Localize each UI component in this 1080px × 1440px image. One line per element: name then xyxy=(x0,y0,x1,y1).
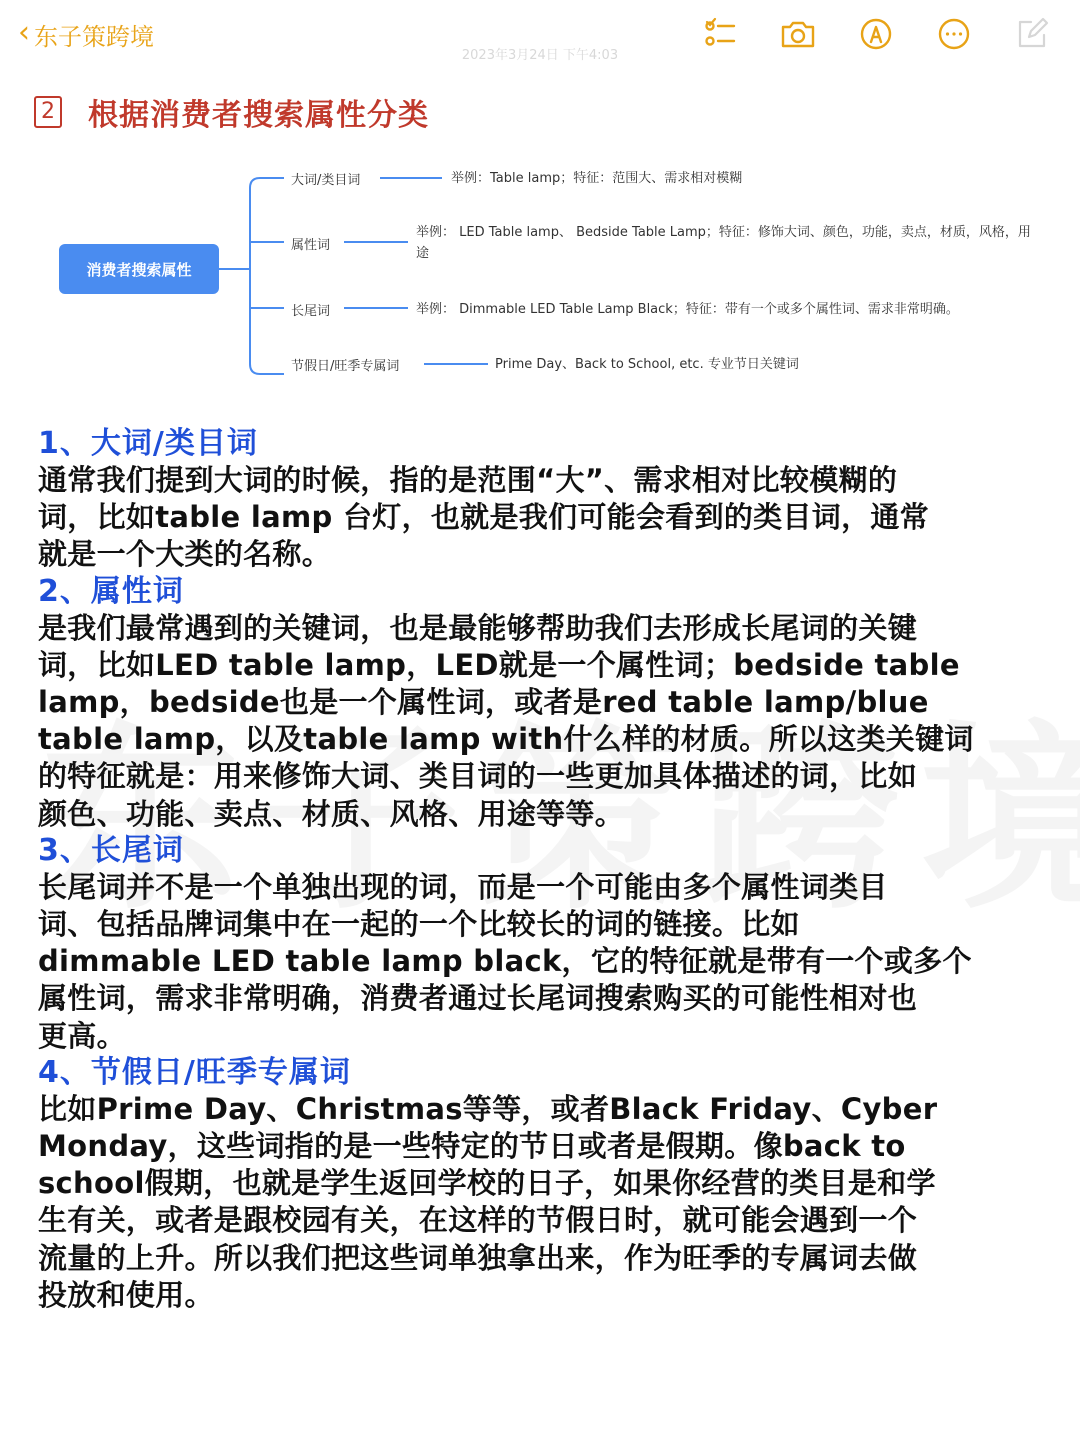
paragraph-line: 属性词，需求非常明确，消费者通过长尾词搜索购买的可能性相对也 xyxy=(38,981,918,1016)
sub-heading-attribute-words: 2、属性词 xyxy=(38,573,184,609)
paragraph-line: 词、包括品牌词集中在一起的一个比较长的词的链接。比如 xyxy=(38,907,800,942)
mind-map-root: 消费者搜索属性 xyxy=(59,244,219,294)
paragraph-line: 就是一个大类的名称。 xyxy=(38,537,332,572)
branch-desc-long-tail: 举例： Dimmable LED Table Lamp Black；特征：带有一个或多个属性词、需求非常明确。 xyxy=(416,302,959,317)
back-label: 东子策跨境 xyxy=(34,22,154,51)
paragraph-line: 投放和使用。 xyxy=(38,1277,214,1312)
branch-label-category: 大词/类目词 xyxy=(291,173,361,188)
sub-heading-holiday-words: 4、节假日/旺季专属词 xyxy=(38,1054,351,1090)
article-section-3 xyxy=(38,833,1048,1055)
paragraph-line: lamp，bedside也是一个属性词，或者是red table lamp/blue xyxy=(38,685,929,720)
paragraph-line: 长尾词并不是一个单独出现的词，而是一个可能由多个属性词类目 xyxy=(38,869,888,904)
paragraph-line: 是我们最常遇到的关键词，也是最能够帮助我们去形成长尾词的关键 xyxy=(38,610,918,645)
paragraph-line: Monday，这些词指的是一些特定的节日或者是假期。像back to xyxy=(38,1129,906,1164)
paragraph-line: table lamp，以及table lamp with什么样的材质。所以这类关键词 xyxy=(38,722,974,757)
markup-icon[interactable] xyxy=(856,14,896,54)
article-body xyxy=(38,426,1048,1314)
article-section-4 xyxy=(38,1055,1048,1314)
paragraph-line: 通常我们提到大词的时候，指的是范围“大”、需求相对比较模糊的 xyxy=(38,463,898,497)
paragraph-line: 词，比如table lamp 台灯，也就是我们可能会看到的类目词，通常 xyxy=(38,500,929,535)
paragraph-line: 比如Prime Day、Christmas等等，或者Black Friday、Cyber xyxy=(38,1091,938,1126)
compose-icon[interactable] xyxy=(1012,14,1052,54)
article-section-2 xyxy=(38,574,1048,833)
chevron-left-icon: ‹ xyxy=(18,15,30,50)
branch-label-long-tail: 长尾词 xyxy=(291,304,331,319)
more-icon[interactable] xyxy=(934,14,974,54)
camera-icon[interactable] xyxy=(778,14,818,54)
branch-label-holiday: 节假日/旺季专属词 xyxy=(291,359,400,374)
paragraph-line: 更高。 xyxy=(38,1018,126,1053)
paragraph-line: 颜色、功能、卖点、材质、风格、用途等等。 xyxy=(38,796,625,831)
sub-heading-category-words: 1、大词/类目词 xyxy=(38,426,258,461)
paragraph-line: dimmable LED table lamp black，它的特征就是带有一个或多个 xyxy=(38,944,972,979)
toolbar xyxy=(700,12,1052,56)
paragraph-line: 的特征就是：用来修饰大词、类目词的一些更加具体描述的词，比如 xyxy=(38,759,918,794)
branch-desc-holiday: Prime Day、Back to School, etc. 专业节日关键词 xyxy=(495,357,799,372)
checklist-icon[interactable] xyxy=(700,14,740,54)
top-bar xyxy=(0,0,1080,68)
paragraph-line: 词，比如LED table lamp，LED就是一个属性词；bedside table xyxy=(38,647,960,682)
note-timestamp: 2023年3月24日 下午4:03 xyxy=(461,48,619,63)
paragraph-line: 生有关，或者是跟校园有关，在这样的节假日时，就可能会遇到一个 xyxy=(38,1203,918,1238)
branch-desc-attribute: 举例： LED Table lamp、 Bedside Table Lamp；特征：修饰大词、颜色，功能，卖点，材质，风格，用途 xyxy=(416,225,1031,261)
paragraph-line: school假期，也就是学生返回学校的日子，如果你经营的类目是和学 xyxy=(38,1166,936,1201)
section-number-badge: 2 xyxy=(34,96,62,128)
paragraph-line: 流量的上升。所以我们把这些词单独拿出来，作为旺季的专属词去做 xyxy=(38,1240,918,1275)
section-title: 根据消费者搜索属性分类 xyxy=(88,98,429,133)
branch-desc-category: 举例：Table lamp；特征：范围大、需求相对模糊 xyxy=(451,171,743,186)
mind-map xyxy=(0,150,1080,390)
article-section-1 xyxy=(38,426,1048,574)
sub-heading-long-tail-words: 3、长尾词 xyxy=(38,832,184,868)
branch-label-attribute: 属性词 xyxy=(291,238,331,253)
section-heading xyxy=(34,92,429,132)
